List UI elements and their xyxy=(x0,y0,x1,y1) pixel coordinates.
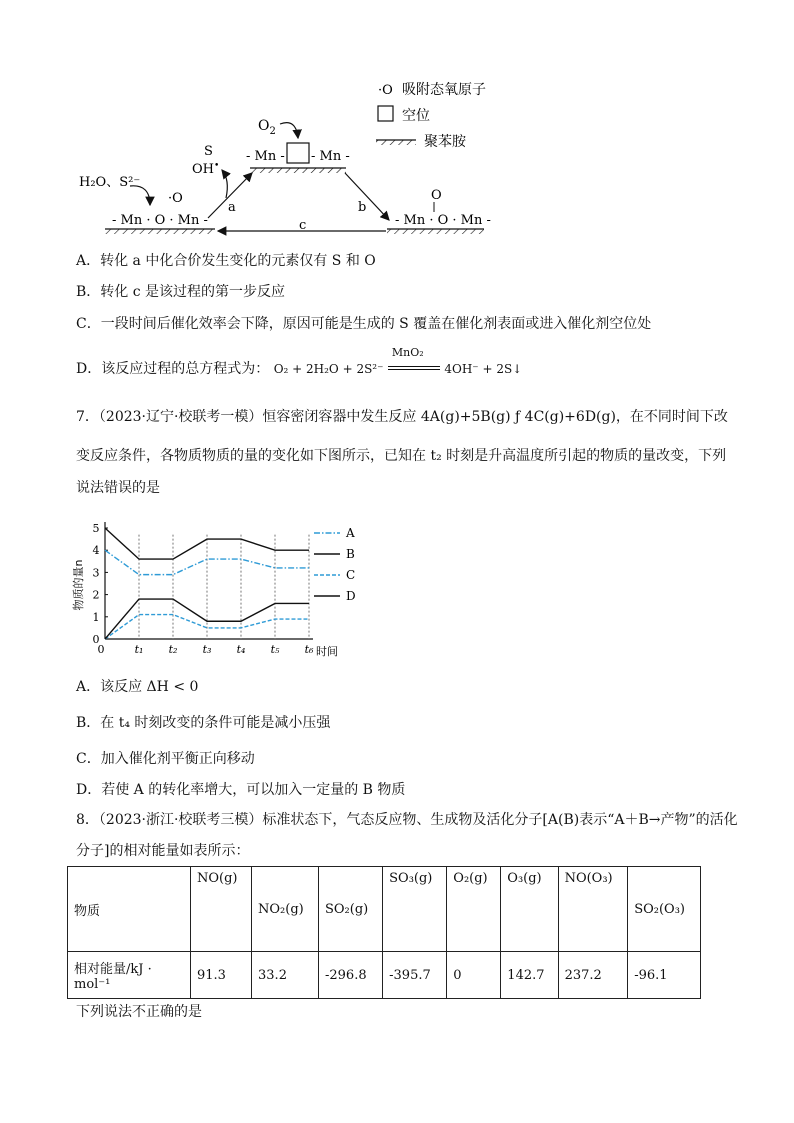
x-tick-label: t₅ xyxy=(270,643,280,656)
table-header-cell: SO₂(g) xyxy=(318,867,382,952)
q6-equation-right: 4OH⁻ + 2S↓ xyxy=(444,362,523,376)
top-mn-right: - Mn - xyxy=(311,149,350,164)
top-surface xyxy=(250,168,346,173)
q7-stem-line1: 7．（2023·辽宁·校联考一模）恒容密闭容器中发生反应 4A(g)+5B(g) ƒ 4C(g)+6D(g)，在不同时间下改 xyxy=(76,409,728,425)
q6-equation-left: O₂ + 2H₂O + 2S²⁻ xyxy=(273,362,384,376)
table-cell: -395.7 xyxy=(383,952,447,999)
table-header-cell: NO(O₃) xyxy=(558,867,628,952)
legend-label-a: A xyxy=(346,526,355,540)
table-header-row xyxy=(68,867,701,952)
x-tick-label: t₂ xyxy=(168,643,178,656)
legend-label-c: C xyxy=(346,568,356,582)
q6-option-c: C．一段时间后催化效率会下降，原因可能是生成的 S 覆盖在催化剂表面或进入催化剂空位处 xyxy=(76,316,652,332)
arrow-a-label: a xyxy=(228,200,236,215)
x-tick-label: t₃ xyxy=(202,643,212,656)
table-cell: 0 xyxy=(447,952,501,999)
q6-option-b: B．转化 c 是该过程的第一步反应 xyxy=(76,284,286,300)
x-axis-label: 时间 xyxy=(316,645,338,658)
q6-option-a: A．转化 a 中化合价发生变化的元素仅有 S 和 O xyxy=(76,253,376,269)
reactants-label: H₂O、S²⁻ xyxy=(79,175,141,190)
right-o-label: O xyxy=(431,188,442,203)
q8-stem-line2: 分子]的相对能量如表所示： xyxy=(76,843,250,859)
q6-option-d xyxy=(76,346,523,378)
vacancy-legend-icon xyxy=(378,106,393,121)
legend-label-adsorbed-o: 吸附态氧原子 xyxy=(402,82,486,98)
x-tick-label: t₆ xyxy=(304,643,314,656)
q7-option-d: D．若使 A 的转化率增大，可以加入一定量的 B 物质 xyxy=(76,782,406,798)
table-row xyxy=(68,952,701,999)
right-surface xyxy=(387,229,484,234)
products-arrow xyxy=(222,170,227,198)
y-axis-label: 物质的量n xyxy=(72,559,85,611)
legend-label-polyaniline: 聚苯胺 xyxy=(424,134,466,150)
legend-symbol-o: ·O xyxy=(378,83,393,98)
table-cell: 91.3 xyxy=(191,952,252,999)
table-header-cell: NO(g) xyxy=(191,867,252,952)
q8-footer: 下列说法不正确的是 xyxy=(76,1004,202,1020)
q7-stem-line3: 说法错误的是 xyxy=(76,480,160,496)
table-header-cell: SO₃(g) xyxy=(383,867,447,952)
y-tick-label: 5 xyxy=(92,522,100,535)
polyaniline-legend-icon xyxy=(376,140,416,145)
o2-label: $O_2$ xyxy=(258,118,276,137)
x-tick-label: t₁ xyxy=(134,643,144,656)
right-mn: - Mn · O · Mn - xyxy=(395,213,491,228)
catalysis-diagram xyxy=(0,70,794,240)
table-row-label: 相对能量/kJ · mol⁻¹ xyxy=(68,952,191,999)
q6-catalyst: MnO₂ xyxy=(391,346,424,359)
table-header-cell: NO₂(g) xyxy=(252,867,319,952)
arrow-c-label: c xyxy=(299,218,307,233)
adsorbed-o-label: ·O xyxy=(168,191,183,206)
o2-arrow xyxy=(280,123,298,138)
oh-label: OH• xyxy=(192,161,220,177)
left-mn: - Mn · O · Mn - xyxy=(112,213,208,228)
q6-equation-arrow xyxy=(388,346,440,376)
table-cell: 237.2 xyxy=(558,952,628,999)
legend-label-vacancy: 空位 xyxy=(402,108,430,124)
q6-option-d-prefix: D．该反应过程的总方程式为： xyxy=(76,361,270,377)
s-label: S xyxy=(204,144,213,159)
legend-label-d: D xyxy=(346,589,356,603)
vacancy-icon xyxy=(287,143,309,163)
arrow-b-label: b xyxy=(358,200,367,215)
x-tick-label: 0 xyxy=(97,643,105,656)
mole-amount-chart xyxy=(70,515,370,665)
left-surface xyxy=(105,229,215,234)
table-header-cell: SO₂(O₃) xyxy=(628,867,701,952)
legend xyxy=(376,82,486,150)
q7-option-c: C．加入催化剂平衡正向移动 xyxy=(76,751,255,767)
arrow-b xyxy=(345,173,389,220)
y-tick-label: 4 xyxy=(92,544,100,558)
table-header-cell: O₃(g) xyxy=(501,867,558,952)
energy-table xyxy=(67,866,701,999)
table-header-cell: O₂(g) xyxy=(447,867,501,952)
legend-label-b: B xyxy=(346,547,355,561)
y-tick-label: 0 xyxy=(92,633,100,646)
table-cell: -296.8 xyxy=(318,952,382,999)
top-mn-left: - Mn - xyxy=(246,149,285,164)
table-cell: 33.2 xyxy=(252,952,319,999)
x-tick-label: t₄ xyxy=(236,643,246,656)
q7-stem-line2: 变反应条件，各物质物质的量的变化如下图所示，已知在 t₂ 时刻是升高温度所引起的物质的量改变，下列 xyxy=(76,448,727,464)
q7-option-b: B．在 t₄ 时刻改变的条件可能是减小压强 xyxy=(76,715,331,731)
table-header-cell: 物质 xyxy=(68,867,191,952)
q7-option-a: A．该反应 ΔH < 0 xyxy=(76,679,199,695)
y-tick-label: 2 xyxy=(92,588,100,602)
y-tick-label: 3 xyxy=(92,566,100,580)
q8-stem-line1: 8．（2023·浙江·校联考三模）标准状态下，气态反应物、生成物及活化分子[A(B)表示“A＋B→产物”的活化 xyxy=(76,812,738,828)
y-tick-label: 1 xyxy=(92,610,100,624)
table-cell: 142.7 xyxy=(501,952,558,999)
table-cell: -96.1 xyxy=(628,952,701,999)
